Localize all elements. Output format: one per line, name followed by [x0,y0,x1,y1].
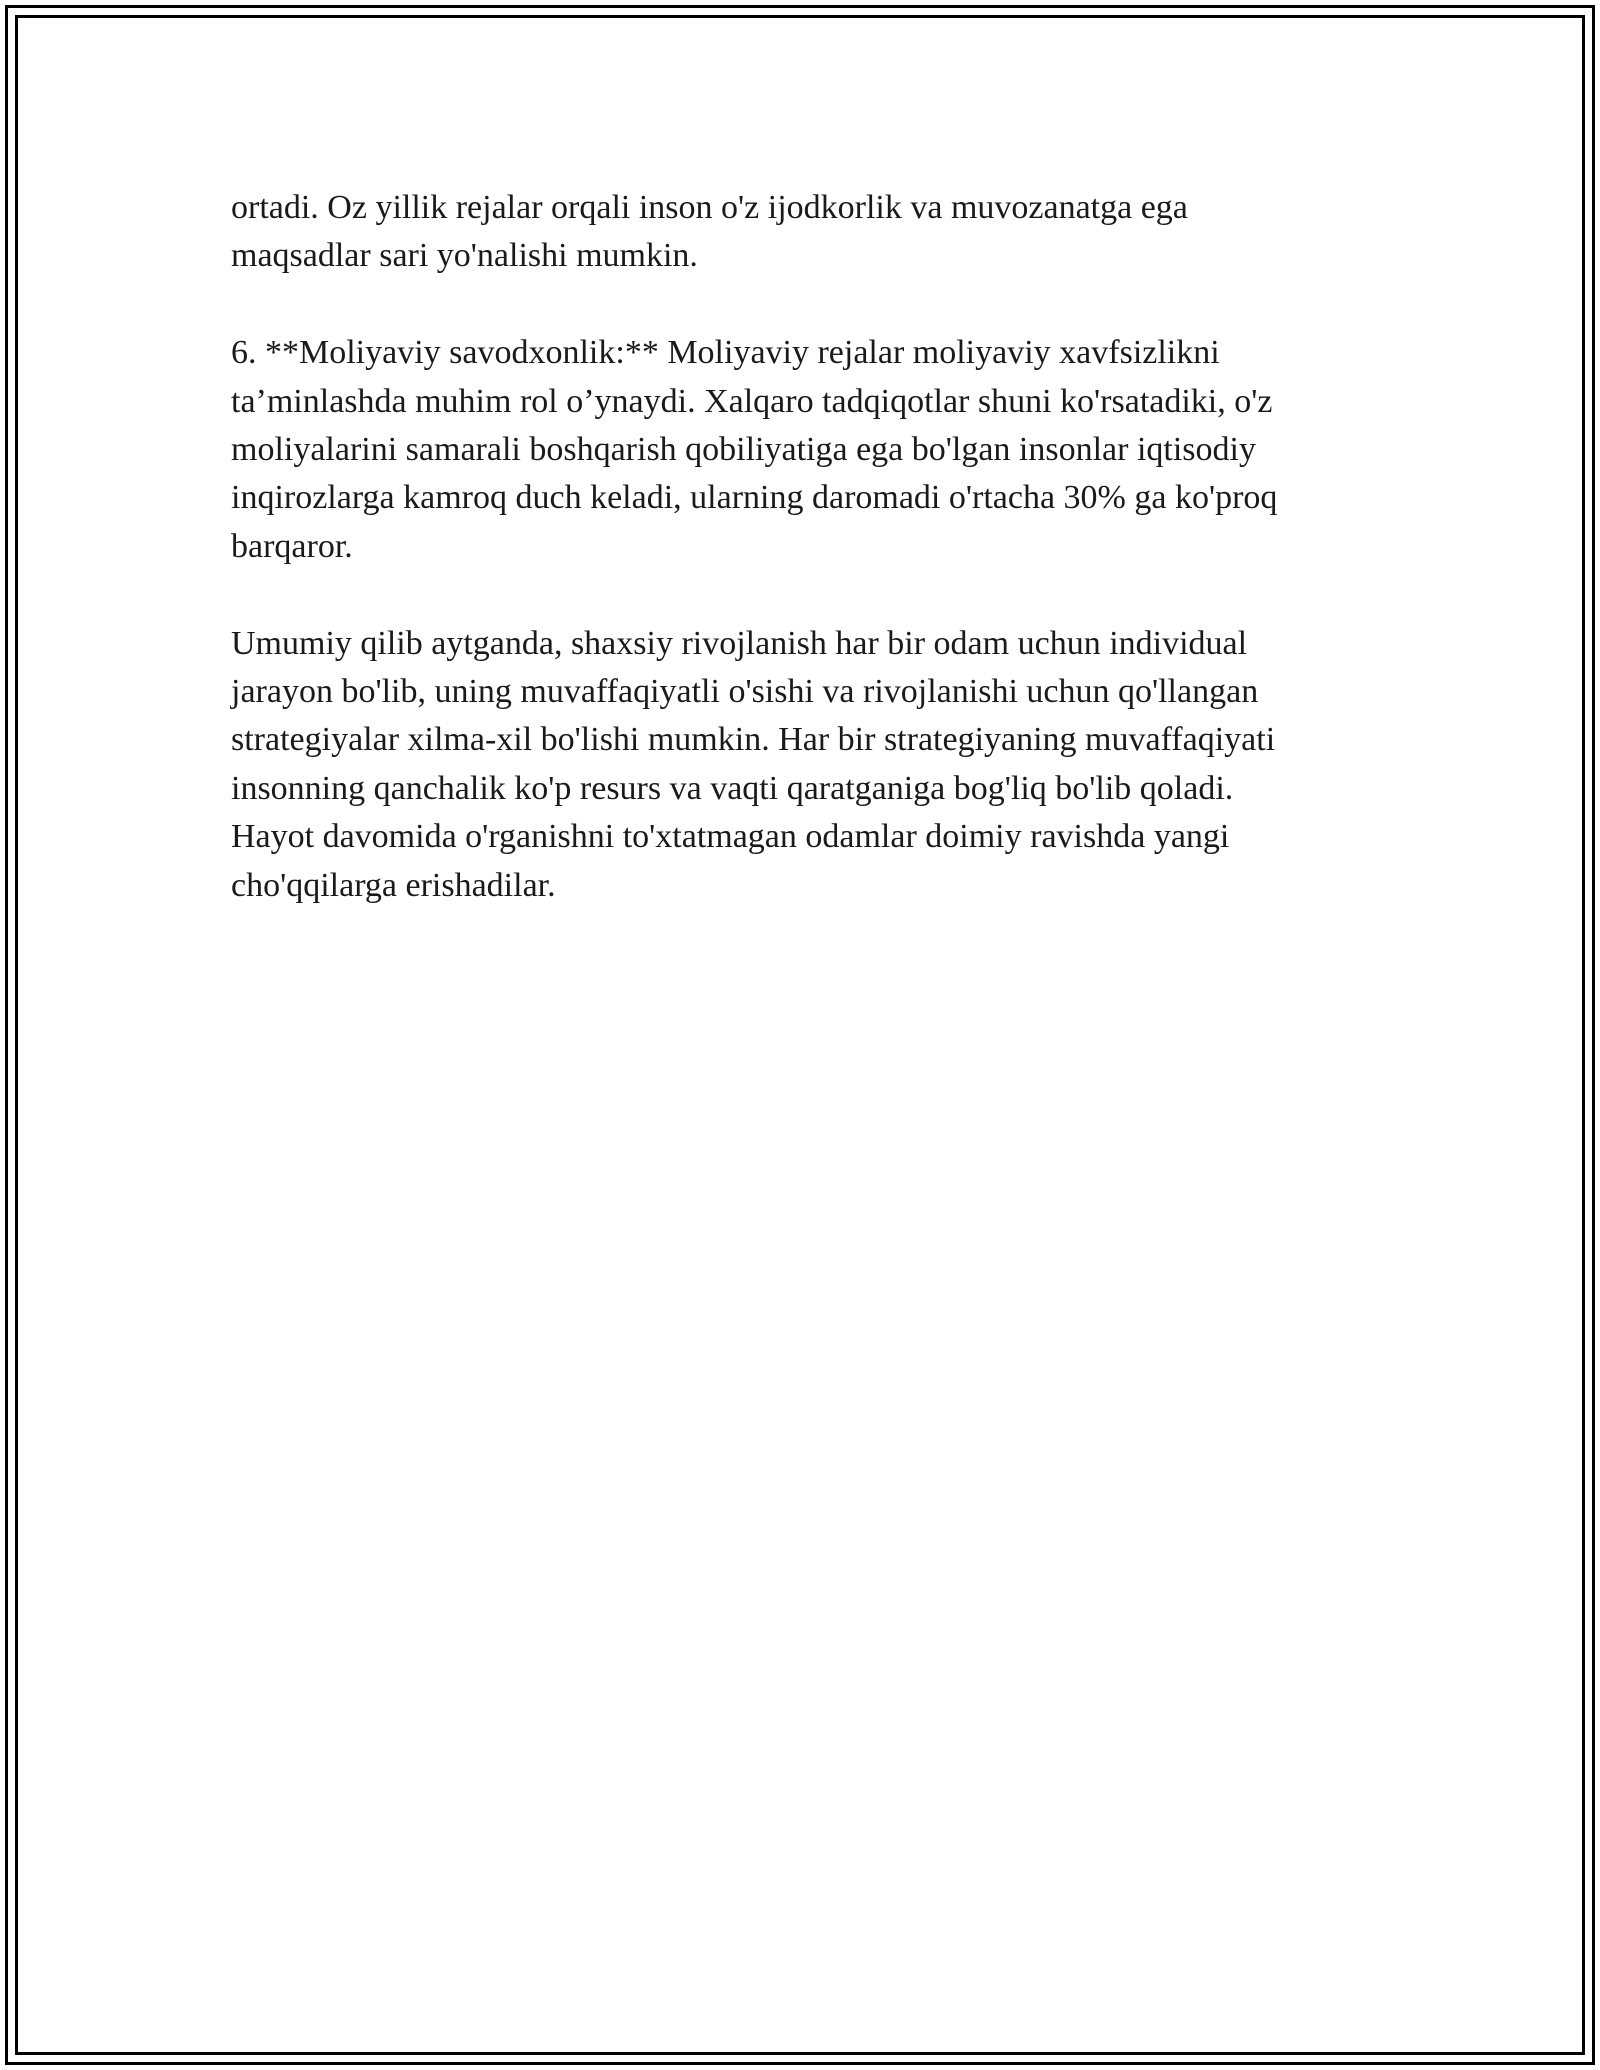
paragraph-continuation [231,184,1391,281]
text-line: jarayon bo'lib, uning muvaffaqiyatli o'sishi va rivojlanishi uchun qo'llangan [231,673,1259,711]
text-line: 6. **Moliyaviy savodxonlik:** Moliyaviy rejalar moliyaviy xavfsizlikni [231,334,1220,372]
text-line: cho'qqilarga erishadilar. [231,866,556,904]
text-line: ta’minlashda muhim rol o’ynaydi. Xalqaro tadqiqotlar shuni ko'rsatadiki, o'z [231,382,1273,420]
text-line: inqirozlarga kamroq duch keladi, ularning daromadi o'rtacha 30% ga ko'proq [231,479,1278,517]
text-line: insonning qanchalik ko'p resurs va vaqti qaratganiga bog'liq bo'lib qoladi. [231,769,1234,807]
text-line: Hayot davomida o'rganishni to'xtatmagan odamlar doimiy ravishda yangi [231,818,1230,856]
paragraph-financial-literacy [231,329,1391,571]
text-line: strategiyalar xilma-xil bo'lishi mumkin. Har bir strategiyaning muvaffaqiyati [231,721,1276,759]
text-line: ortadi. Oz yillik rejalar orqali inson o'z ijodkorlik va muvozanatga ega [231,189,1188,226]
text-line: Umumiy qilib aytganda, shaxsiy rivojlanish har bir odam uchun individual [231,624,1248,662]
text-line: barqaror. [231,527,353,565]
text-line: maqsadlar sari yo'nalishi mumkin. [231,237,698,275]
text-line: moliyalarini samarali boshqarish qobiliyatiga ega bo'lgan insonlar iqtisodiy [231,431,1256,469]
document-body [231,184,1391,958]
document-page [5,5,1595,2065]
paragraph-conclusion [231,620,1391,910]
